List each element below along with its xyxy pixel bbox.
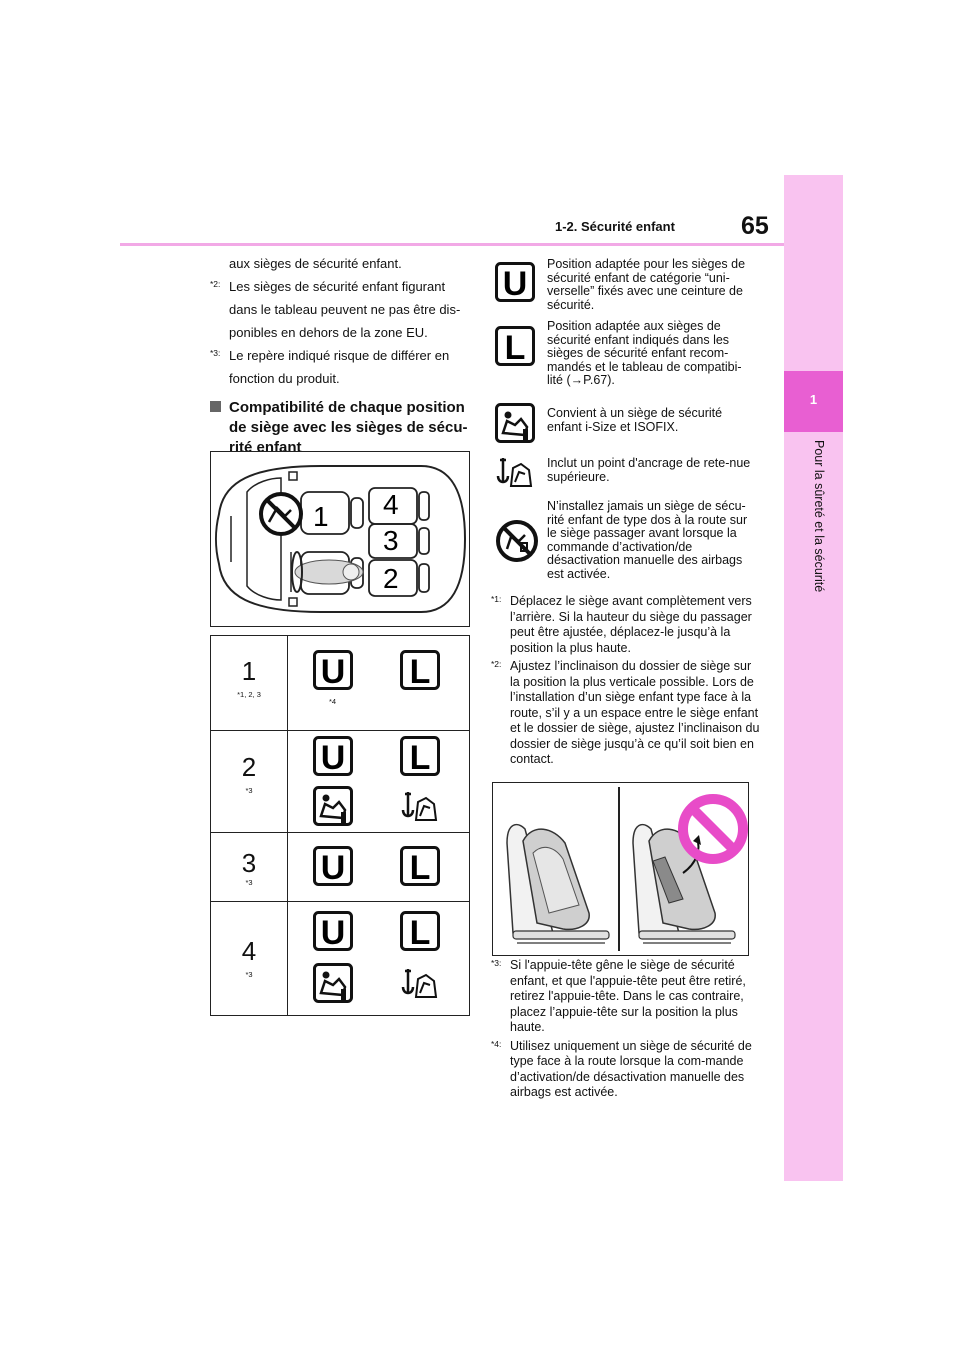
footnote-text: Déplacez le siège avant complètement vers l’arrière. Si la hauteur du siège du passager peut être ajustée, déplacez-le jusqu’à la position la plus haute. [510, 594, 752, 655]
chapter-label: Pour la sûreté et la sécurité [812, 440, 826, 593]
tether-anchor-icon [495, 452, 535, 492]
row-note: *1, 2, 3 [237, 690, 261, 699]
svg-text:L: L [409, 914, 431, 951]
legend-universal-text: Position adaptée pour les sièges de sécurité enfant de catégorie “uni-verselle” fixés avec une ceinture de sécurité. [547, 257, 746, 312]
footnote-mark: *1: [491, 594, 502, 604]
footnote-mark: *3: [210, 348, 221, 358]
universal-u-icon [313, 911, 353, 951]
isize-icon [313, 963, 353, 1003]
heading-text: Compatibilité de chaque position de siège avec les sièges de sécu-rité enfant [229, 399, 468, 456]
heading-square-icon [210, 401, 221, 412]
footnote-2 [210, 275, 472, 344]
intro-text: aux sièges de sécurité enfant. [229, 256, 402, 271]
left-column [210, 252, 472, 458]
row-position-number: 4 [241, 936, 257, 966]
limited-l-icon [400, 736, 440, 776]
seat-position-2: 2 [383, 563, 399, 594]
footnote-text: Ajustez l’inclinaison du dossier de siège sur la position la plus verticale possible. Lors de l’installation d’un siège enfant type face à la route, s’il y a un espace entre le siège enfant et le dossier de siège, ajustez l’inclinaison du dossier de siège jusqu’à ce qu’il soit bien en contact. [510, 659, 760, 766]
svg-text:U: U [320, 849, 346, 886]
svg-text:L: L [409, 739, 431, 776]
row-position-number: 1 [241, 656, 257, 686]
legend-tether-text: Inclut un point d'ancrage de rete-nue supérieure. [547, 456, 751, 484]
footnote-1 [491, 594, 761, 656]
footnote-text: Le repère indiqué risque de différer en fonction du produit. [229, 348, 450, 386]
footnote-mark: *2: [210, 279, 221, 289]
legend-isize-text: Convient à un siège de sécurité enfant i-Size et ISOFIX. [547, 406, 723, 434]
section-title: 1-2. Sécurité enfant [555, 219, 675, 234]
tether-anchor-icon [400, 963, 440, 1003]
prohibited-icon [261, 494, 301, 534]
car-top-view-illustration [211, 452, 469, 626]
universal-u-icon [495, 262, 535, 302]
footnote-text: Si l'appuie-tête gêne le siège de sécurité enfant, et que l'appuie-tête peut être retiré, retirez l'appuie-tête. Dans le cas contraire, placez l’appuie-tête sur la position la plus haute. [510, 958, 746, 1034]
footnote-mark: *3: [491, 958, 502, 968]
prohibited-sign-icon [683, 799, 743, 859]
seat-illustration [492, 782, 749, 956]
footnote-4 [491, 1039, 761, 1101]
row-u-note: *4 [329, 697, 337, 706]
header-rule [120, 243, 784, 246]
right-footnotes-lower [491, 958, 761, 1104]
svg-text:L: L [409, 849, 431, 886]
svg-text:U: U [320, 739, 346, 776]
isize-icon [495, 403, 535, 443]
row-note: *3 [245, 878, 253, 887]
row-note: *3 [245, 786, 253, 795]
seat-position-1: 1 [313, 501, 329, 532]
seat-position-3: 3 [383, 525, 399, 556]
row-note: *3 [245, 970, 253, 979]
limited-l-icon [400, 911, 440, 951]
prohibited-rear-facing-icon [495, 519, 539, 563]
seat-correct-illustration [507, 825, 609, 943]
section-heading [210, 398, 472, 458]
child-seat-headrest-illustration [493, 783, 748, 955]
limited-l-icon [495, 326, 535, 366]
tether-anchor-icon [400, 786, 440, 826]
isize-icon [313, 786, 353, 826]
legend-prohibited-text: N’installez jamais un siège de sécu-rité enfant de type dos à la route sur le siège passager avant lorsque la commande d’activation/de désactivation manuelle des airbags est activée. [547, 499, 748, 581]
limited-l-icon [400, 650, 440, 690]
svg-text:U: U [502, 265, 528, 302]
svg-text:L: L [409, 653, 431, 690]
footnote-3 [491, 958, 761, 1036]
limited-l-icon [400, 846, 440, 886]
chapter-number: 1 [809, 392, 818, 407]
footnote-text: Utilisez uniquement un siège de sécurité de type face à la route lorsque la com-mande d’activation/de désactivation manuelle des airbags est activée. [510, 1038, 752, 1099]
footnote-3 [210, 344, 472, 390]
chapter-side-tab [784, 175, 843, 1181]
universal-u-icon [313, 736, 353, 776]
compatibility-table [210, 635, 470, 1016]
universal-u-icon [313, 650, 353, 690]
universal-u-icon [313, 846, 353, 886]
footnote-2 [491, 659, 761, 768]
svg-text:L: L [504, 329, 526, 366]
right-footnotes [491, 594, 761, 771]
svg-text:U: U [320, 914, 346, 951]
row-position-number: 3 [241, 848, 257, 878]
footnote-text: Les sièges de sécurité enfant figurant dans le tableau peuvent ne pas être dis-ponibles en dehors de la zone EU. [229, 279, 461, 340]
row-position-number: 2 [241, 752, 257, 782]
seat-position-4: 4 [383, 489, 399, 520]
svg-text:U: U [320, 653, 346, 690]
page-number: 65 [741, 212, 769, 240]
legend-limited-text: Position adaptée aux sièges de sécurité enfant indiqués dans les sièges de sécurité enfant recom-mandés et le tableau de compatibi-lité (→P.67). [547, 319, 742, 387]
seating-diagram [210, 451, 470, 627]
footnote-mark: *4: [491, 1038, 502, 1049]
footnote-mark: *2: [491, 659, 502, 669]
